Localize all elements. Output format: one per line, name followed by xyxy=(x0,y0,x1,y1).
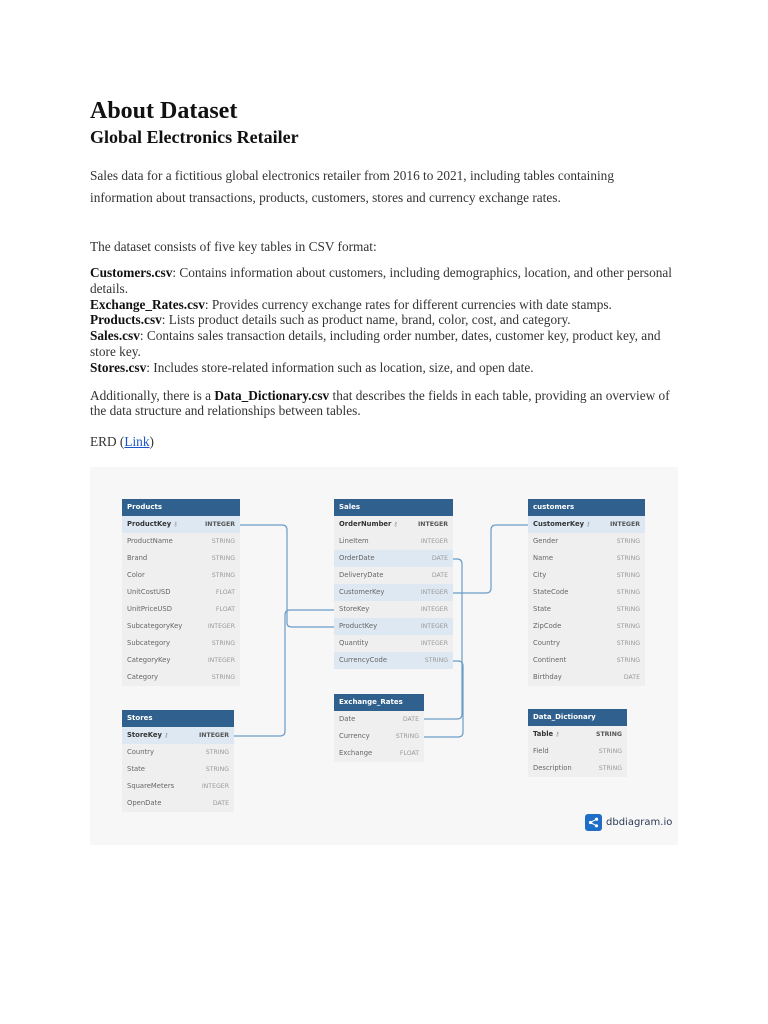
document xyxy=(90,96,680,451)
key-icon: ⚷ xyxy=(173,521,178,528)
erd-field-type: STRING xyxy=(211,572,235,579)
erd-field-type: INTEGER xyxy=(205,521,235,528)
share-icon xyxy=(585,814,602,831)
erd-field-row[interactable] xyxy=(122,669,240,686)
erd-field-name: Country xyxy=(533,639,561,647)
erd-field-type: STRING xyxy=(205,766,229,773)
erd-field-type: INTEGER xyxy=(207,623,235,630)
erd-field-row[interactable] xyxy=(334,533,453,550)
erd-table-products[interactable] xyxy=(122,499,240,686)
erd-field-type: STRING xyxy=(616,589,640,596)
erd-field-name: Field xyxy=(533,747,549,755)
erd-field-name: LineItem xyxy=(339,537,369,545)
erd-table-header: Data_Dictionary xyxy=(528,709,627,726)
erd-field-row[interactable] xyxy=(528,726,627,743)
erd-field-type: STRING xyxy=(616,538,640,545)
erd-field-row[interactable] xyxy=(122,795,234,812)
erd-field-row[interactable] xyxy=(122,618,240,635)
erd-field-type: INTEGER xyxy=(201,783,229,790)
erd-field-name: Continent xyxy=(533,656,567,664)
erd-field-row[interactable] xyxy=(122,635,240,652)
erd-field-type: STRING xyxy=(598,748,622,755)
table-item-sales: Sales.csv: Contains sales transaction details, including order number, dates, customer key, product key, and store key. xyxy=(90,328,661,359)
erd-table-customers[interactable] xyxy=(528,499,645,686)
page-title: About Dataset xyxy=(90,98,238,124)
erd-field-row[interactable] xyxy=(122,516,240,533)
erd-field-type: FLOAT xyxy=(399,750,419,757)
key-icon: ⚷ xyxy=(393,521,398,528)
tables-intro: The dataset consists of five key tables in CSV format: xyxy=(90,239,377,254)
erd-field-name: OpenDate xyxy=(127,799,162,807)
brand-name: dbdiagram.io xyxy=(606,817,673,828)
erd-field-row[interactable] xyxy=(334,550,453,567)
dbdiagram-brand xyxy=(585,814,672,831)
erd-link[interactable]: Link xyxy=(124,434,150,450)
erd-field-type: STRING xyxy=(616,657,640,664)
erd-field-name: Currency xyxy=(339,732,370,740)
erd-field-name: State xyxy=(127,765,145,773)
erd-field-type: INTEGER xyxy=(418,521,448,528)
erd-field-name: State xyxy=(533,605,551,613)
erd-field-row[interactable] xyxy=(334,745,424,762)
erd-field-name: Gender xyxy=(533,537,559,545)
erd-table-sales[interactable] xyxy=(334,499,453,669)
table-item-exchange-rates: Exchange_Rates.csv: Provides currency exchange rates for different currencies with date stamps. xyxy=(90,296,612,312)
erd-field-name: City xyxy=(533,571,547,579)
erd-field-name: DeliveryDate xyxy=(339,571,384,579)
erd-field-type: STRING xyxy=(211,555,235,562)
erd-field-row[interactable] xyxy=(334,567,453,584)
erd-field-type: STRING xyxy=(211,640,235,647)
additional-paragraph: Additionally, there is a Data_Dictionary.csv that describes the fields in each table, providing an overview of the data structure and relationships between tables. xyxy=(90,387,670,419)
erd-field-row[interactable] xyxy=(528,669,645,686)
intro-paragraph: Sales data for a fictitious global electronics retailer from 2016 to 2021, including tables containing information about transactions, products, customers, stores and currency exchange rates. xyxy=(90,168,614,205)
erd-field-name: OrderDate xyxy=(339,554,375,562)
erd-field-type: FLOAT xyxy=(215,606,235,613)
erd-field-type: DATE xyxy=(212,800,229,807)
erd-field-name: ProductName xyxy=(127,537,173,545)
erd-field-type: STRING xyxy=(616,623,640,630)
erd-field-type: INTEGER xyxy=(610,521,640,528)
tables-list xyxy=(90,265,680,376)
erd-field-type: STRING xyxy=(616,572,640,579)
erd-field-name: StateCode xyxy=(533,588,569,596)
erd-field-type: DATE xyxy=(623,674,640,681)
erd-field-name: CategoryKey xyxy=(127,656,171,664)
erd-field-name: CustomerKey ⚷ xyxy=(533,520,591,528)
erd-table-header: Stores xyxy=(122,710,234,727)
erd-field-row[interactable] xyxy=(122,567,240,584)
erd-field-row[interactable] xyxy=(122,601,240,618)
erd-field-type: STRING xyxy=(616,555,640,562)
erd-field-type: DATE xyxy=(431,555,448,562)
key-icon: ⚷ xyxy=(163,732,169,739)
erd-field-row[interactable] xyxy=(334,584,453,601)
erd-table-header: Sales xyxy=(334,499,453,516)
erd-field-type: STRING xyxy=(424,657,448,664)
erd-field-name: SquareMeters xyxy=(127,782,175,790)
erd-field-row[interactable] xyxy=(122,652,240,669)
erd-field-row[interactable] xyxy=(122,761,234,778)
page-subtitle: Global Electronics Retailer xyxy=(90,127,299,147)
key-icon: ⚷ xyxy=(586,521,591,528)
erd-table-dictionary[interactable] xyxy=(528,709,627,777)
erd-field-name: Country xyxy=(127,748,155,756)
erd-field-name: SubcategoryKey xyxy=(127,622,183,630)
erd-table-header: Exchange_Rates xyxy=(334,694,424,711)
erd-field-name: Brand xyxy=(127,554,148,562)
erd-field-type: STRING xyxy=(211,538,235,545)
erd-field-type: INTEGER xyxy=(420,589,448,596)
erd-field-name: Subcategory xyxy=(127,639,170,647)
erd-field-row[interactable] xyxy=(334,711,424,728)
erd-field-row[interactable] xyxy=(334,516,453,533)
erd-field-type: STRING xyxy=(395,733,419,740)
erd-field-row[interactable] xyxy=(334,728,424,745)
erd-field-row[interactable] xyxy=(528,533,645,550)
erd-field-type: STRING xyxy=(616,640,640,647)
erd-field-name: Name xyxy=(533,554,554,562)
erd-field-row[interactable] xyxy=(334,601,453,618)
table-item-stores: Stores.csv: Includes store-related information such as location, size, and open date. xyxy=(90,359,534,375)
erd-field-name: UnitPriceUSD xyxy=(127,605,172,613)
erd-field-row[interactable] xyxy=(528,618,645,635)
erd-table-exchange[interactable] xyxy=(334,694,424,762)
erd-field-row[interactable] xyxy=(528,760,627,777)
erd-field-row[interactable] xyxy=(528,567,645,584)
erd-table-header: Products xyxy=(122,499,240,516)
erd-line: ERD (Link) xyxy=(90,434,154,450)
erd-field-type: STRING xyxy=(205,749,229,756)
erd-field-type: DATE xyxy=(431,572,448,579)
erd-field-name: ZipCode xyxy=(533,622,562,630)
erd-field-name: Exchange xyxy=(339,749,373,757)
erd-field-row[interactable] xyxy=(122,778,234,795)
erd-field-row[interactable] xyxy=(122,533,240,550)
erd-field-name: CurrencyCode xyxy=(339,656,388,664)
erd-field-name: Description xyxy=(533,764,572,772)
erd-field-type: DATE xyxy=(402,716,419,723)
erd-field-name: Category xyxy=(127,673,159,681)
erd-field-name: Table ⚷ xyxy=(533,730,560,738)
erd-field-row[interactable] xyxy=(122,727,234,744)
erd-field-row[interactable] xyxy=(528,550,645,567)
erd-field-name: ProductKey xyxy=(339,622,378,630)
erd-field-type: FLOAT xyxy=(215,589,235,596)
erd-field-row[interactable] xyxy=(334,652,453,669)
erd-field-type: STRING xyxy=(211,674,235,681)
erd-field-row[interactable] xyxy=(528,652,645,669)
erd-field-name: StoreKey ⚷ xyxy=(127,731,169,739)
erd-field-name: Quantity xyxy=(339,639,369,647)
erd-table-stores[interactable] xyxy=(122,710,234,812)
erd-field-type: STRING xyxy=(595,731,622,738)
erd-field-row[interactable] xyxy=(528,601,645,618)
erd-field-name: UnitCostUSD xyxy=(127,588,171,596)
erd-field-name: ProductKey ⚷ xyxy=(127,520,178,528)
table-item-products: Products.csv: Lists product details such as product name, brand, color, cost, and category. xyxy=(90,312,571,328)
erd-field-type: INTEGER xyxy=(420,623,448,630)
erd-field-name: OrderNumber ⚷ xyxy=(339,520,398,528)
erd-field-row[interactable] xyxy=(528,743,627,760)
erd-field-row[interactable] xyxy=(528,584,645,601)
erd-field-type: INTEGER xyxy=(420,538,448,545)
erd-table-header: customers xyxy=(528,499,645,516)
erd-field-type: INTEGER xyxy=(420,606,448,613)
erd-field-type: STRING xyxy=(598,765,622,772)
erd-field-name: Color xyxy=(127,571,145,579)
key-icon: ⚷ xyxy=(555,731,560,738)
erd-field-row[interactable] xyxy=(528,516,645,533)
table-item-customers: Customers.csv: Contains information about customers, including demographics, location, and other personal details. xyxy=(90,265,672,296)
erd-field-row[interactable] xyxy=(334,618,453,635)
erd-field-type: INTEGER xyxy=(207,657,235,664)
erd-field-name: Date xyxy=(339,715,356,723)
erd-field-name: StoreKey xyxy=(339,605,370,613)
erd-field-type: INTEGER xyxy=(199,732,229,739)
erd-field-row[interactable] xyxy=(528,635,645,652)
erd-field-row[interactable] xyxy=(122,744,234,761)
erd-field-name: CustomerKey xyxy=(339,588,385,596)
erd-field-name: Birthday xyxy=(533,673,562,681)
erd-field-row[interactable] xyxy=(122,584,240,601)
erd-field-row[interactable] xyxy=(122,550,240,567)
erd-field-type: INTEGER xyxy=(420,640,448,647)
erd-field-type: STRING xyxy=(616,606,640,613)
erd-field-row[interactable] xyxy=(334,635,453,652)
